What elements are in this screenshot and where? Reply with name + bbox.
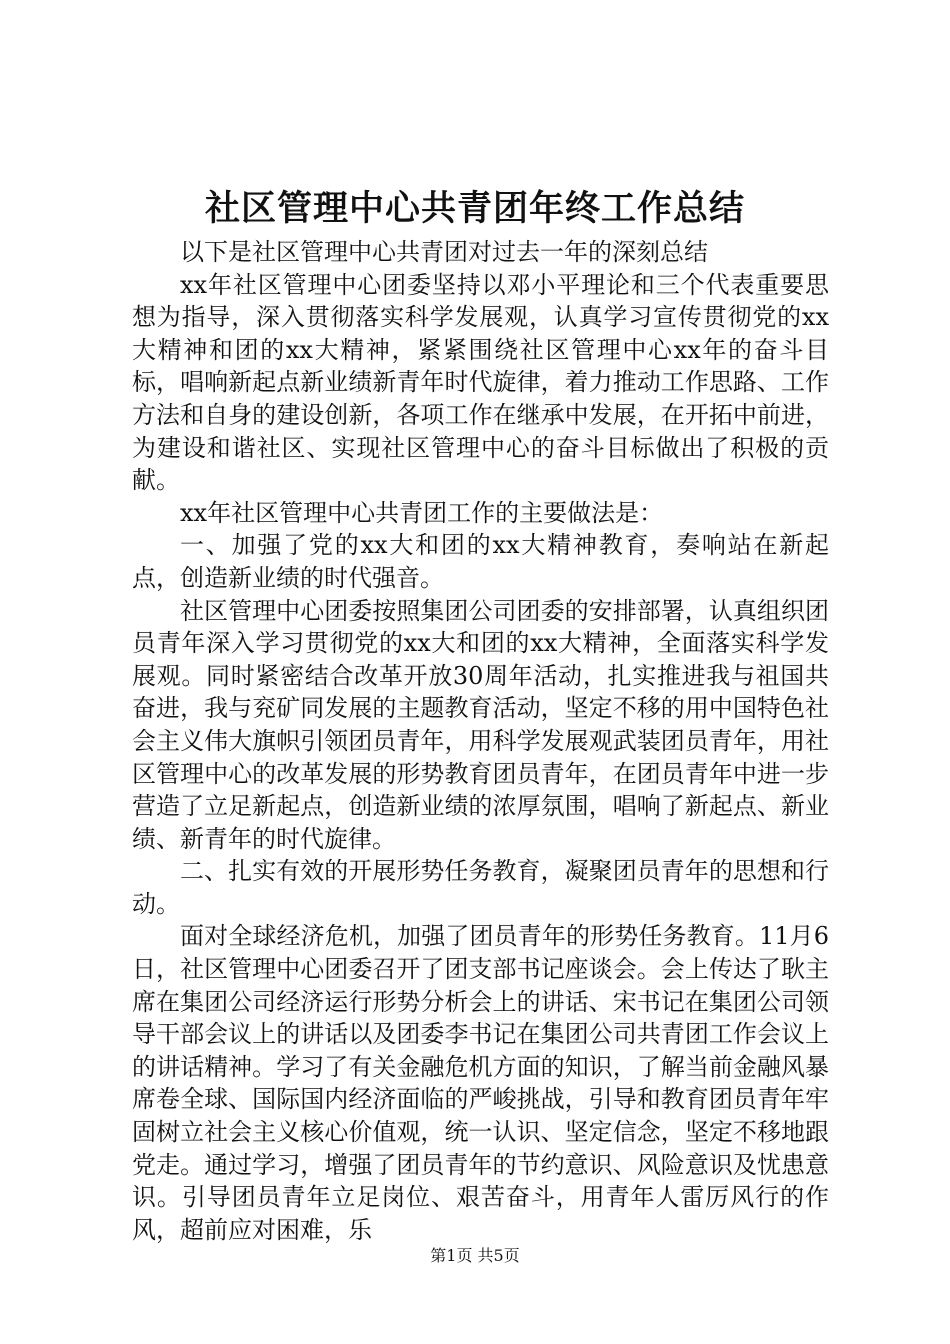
paragraph-heading-two: 二、扎实有效的开展形势任务教育，凝聚团员青年的思想和行动。	[132, 857, 829, 918]
paragraph-overview: xx年社区管理中心团委坚持以邓小平理论和三个代表重要思想为指导，深入贯彻落实科学发展观，认真学习宣传贯彻党的xx大精神和团的xx大精神，紧紧围绕社区管理中心xx年的奋斗目标，唱响新起点新业绩新青年时代旋律，着力推动工作思路、工作方法和自身的建设创新，各项工作在继承中发展，在开拓中前进，为建设和谐社区、实现社区管理中心的奋斗目标做出了积极的贡献。	[132, 270, 829, 495]
paragraph-main-methods: xx年社区管理中心共青团工作的主要做法是：	[180, 498, 664, 527]
page-footer: 第1页 共5页	[430, 1246, 520, 1265]
paragraph-section-one: 社区管理中心团委按照集团公司团委的安排部署，认真组织团员青年深入学习贯彻党的xx大和团的xx大精神，全面落实科学发展观。同时紧密结合改革开放30周年活动，扎实推进我与祖国共奋进，我与兖矿同发展的主题教育活动，坚定不移的用中国特色社会主义伟大旗帜引领团员青年，用科学发展观武装团员青年，用社区管理中心的改革发展的形势教育团员青年，在团员青年中进一步营造了立足新起点，创造新业绩的浓厚氛围，唱响了新起点、新业绩、新青年的时代旋律。	[132, 596, 829, 853]
paragraph-intro: 以下是社区管理中心共青团对过去一年的深刻总结	[180, 238, 708, 266]
paragraph-section-two: 面对全球经济危机，加强了团员青年的形势任务教育。11月6日，社区管理中心团委召开了团支部书记座谈会。会上传达了耿主席在集团公司经济运行形势分析会上的讲话、宋书记在集团公司领导干部会议上的讲话以及团委李书记在集团公司共青团工作会议上的讲话精神。学习了有关金融危机方面的知识，了解当前金融风暴席卷全球、国际国内经济面临的严峻挑战，引导和教育团员青年牢固树立社会主义核心价值观，统一认识、坚定信念，坚定不移地跟党走。通过学习，增强了团员青年的节约意识、风险意识及忧患意识。引导团员青年立足岗位、艰苦奋斗，用青年人雷厉风行的作风，超前应对困难，乐	[132, 922, 829, 1244]
document-title: 社区管理中心共青团年终工作总结	[204, 188, 745, 229]
document-body	[132, 236, 829, 1246]
paragraph-heading-one: 一、加强了党的xx大和团的xx大精神教育，奏响站在新起点，创造新业绩的时代强音。	[132, 531, 829, 592]
